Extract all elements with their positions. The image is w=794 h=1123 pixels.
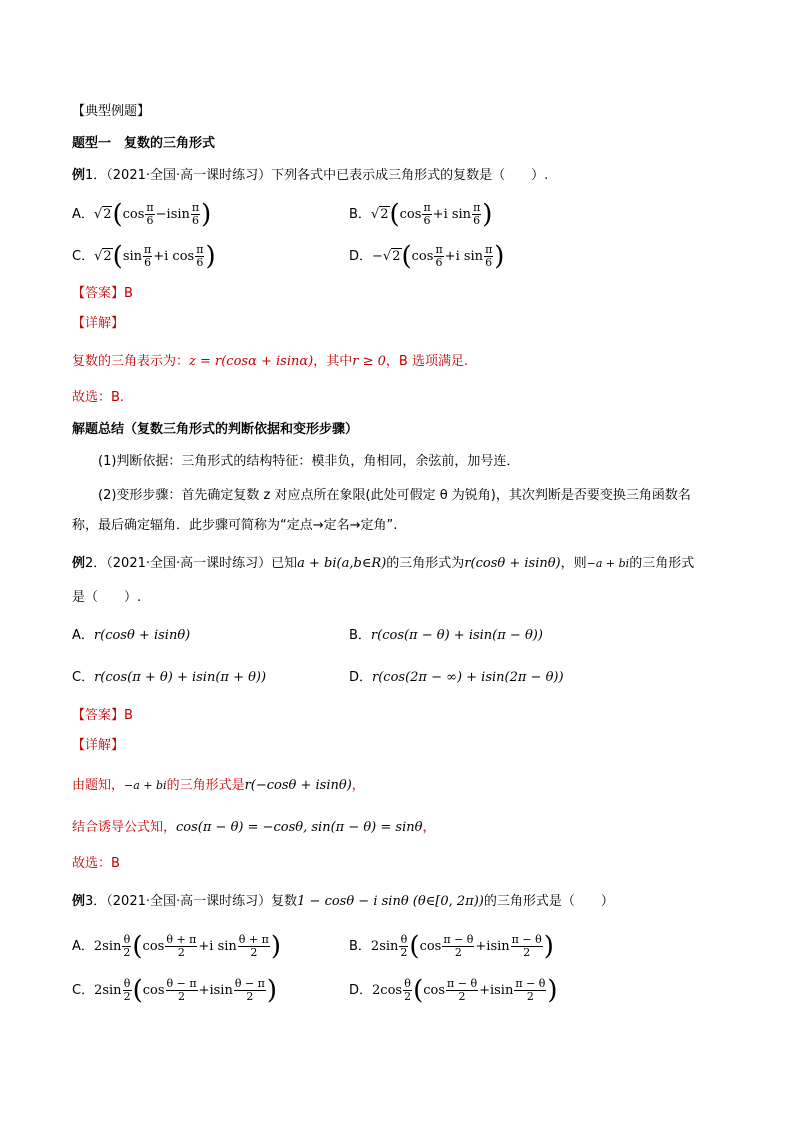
- example-1-option-d: D．−√2(cos $\frac{\pi}{6}$ +i sin $\frac{\pi}{6}$ ): [349, 241, 505, 272]
- example-2-explanation-2: 结合诱导公式知，cos(π − θ) = −cosθ, sin(π − θ) = sinθ，: [72, 820, 436, 835]
- summary-line-3: 称，最后确定辐角．此步骤可简称为“定点→定名→定角”.: [72, 518, 398, 533]
- example-1-option-c: C．√2(sin $\frac{\pi}{6}$ +i cos $\frac{\pi}{6}$ ): [72, 241, 216, 272]
- example-2-option-b: B．r(cos(π − θ) + isin(π − θ)): [349, 628, 543, 643]
- example-3-option-a: A．2sin $\frac{\theta}{2}$ (cos $\frac{\theta + \pi}{2}$ +i sin $\frac{\theta + \pi}{2}$ ): [72, 931, 281, 962]
- example-2-option-c: C．r(cos(π + θ) + isin(π + θ)): [72, 670, 267, 685]
- example-3-option-b: B．2sin $\frac{\theta}{2}$ (cos $\frac{\pi - \theta}{2}$ +isin $\frac{\pi - \theta}{2}$ ): [349, 931, 554, 962]
- example-3-prompt: 例3．（2021·全国·高一课时练习）复数1 − cosθ − i sinθ (θ∈[0, 2π))的三角形式是（ ）: [72, 894, 614, 909]
- summary-title: 解题总结（复数三角形式的判断依据和变形步骤）: [72, 422, 359, 437]
- example-1-option-a: A．√2(cos $\frac{\pi}{6}$ −isin $\frac{\pi}{6}$ ): [72, 199, 212, 230]
- type-heading: 题型一 复数的三角形式: [72, 136, 216, 151]
- example-2-explanation-1: 由题知，−a + bi的三角形式是r(−cosθ + isinθ)，: [72, 778, 365, 793]
- example-1-choice: 故选：B.: [72, 390, 125, 405]
- section-header: 【典型例题】: [72, 104, 151, 119]
- example-1-prompt: 例1．（2021·全国·高一课时练习）下列各式中已表示成三角形式的复数是（ ）.: [72, 168, 549, 183]
- example-2-option-a: A．r(cosθ + isinθ): [72, 628, 191, 643]
- example-2-choice: 故选：B: [72, 856, 120, 871]
- example-2-prompt: 例2．（2021·全国·高一课时练习）已知a + bi(a,b∈R)的三角形式为r(cosθ + isinθ)，则−a + bi的三角形式: [72, 556, 695, 571]
- summary-line-2: (2)变形步骤：首先确定复数 z 对应点所在象限(此处可假定 θ 为锐角)，其次判断是否要变换三角函数名: [98, 488, 691, 503]
- example-3-option-d: D．2cos $\frac{\theta}{2}$ (cos $\frac{\pi - \theta}{2}$ +isin $\frac{\pi - \theta}{2}$ ): [349, 975, 558, 1006]
- example-1-answer: 【答案】B: [72, 286, 133, 301]
- example-1-option-b: B．√2(cos $\frac{\pi}{6}$ +i sin $\frac{\pi}{6}$ ): [349, 199, 493, 230]
- summary-line-1: (1)判断依据：三角形式的结构特征：模非负，角相同，余弦前，加号连．: [98, 454, 520, 469]
- example-2-answer: 【答案】B: [72, 708, 133, 723]
- example-label: 例: [72, 168, 86, 183]
- example-1-detail-label: 【详解】: [72, 316, 125, 331]
- example-2-detail-label: 【详解】: [72, 738, 125, 753]
- example-2-option-d: D．r(cos(2π − ∞) + isin(2π − θ)): [349, 670, 564, 685]
- example-1-explanation: 复数的三角表示为：z = r(cosα + isinα)，其中r ≥ 0，B 选项满足.: [72, 354, 469, 369]
- example-2-prompt-line-2: 是（ ）.: [72, 590, 142, 605]
- example-3-option-c: C．2sin $\frac{\theta}{2}$ (cos $\frac{\theta - \pi}{2}$ +isin $\frac{\theta - \pi}{2}$ ): [72, 975, 278, 1006]
